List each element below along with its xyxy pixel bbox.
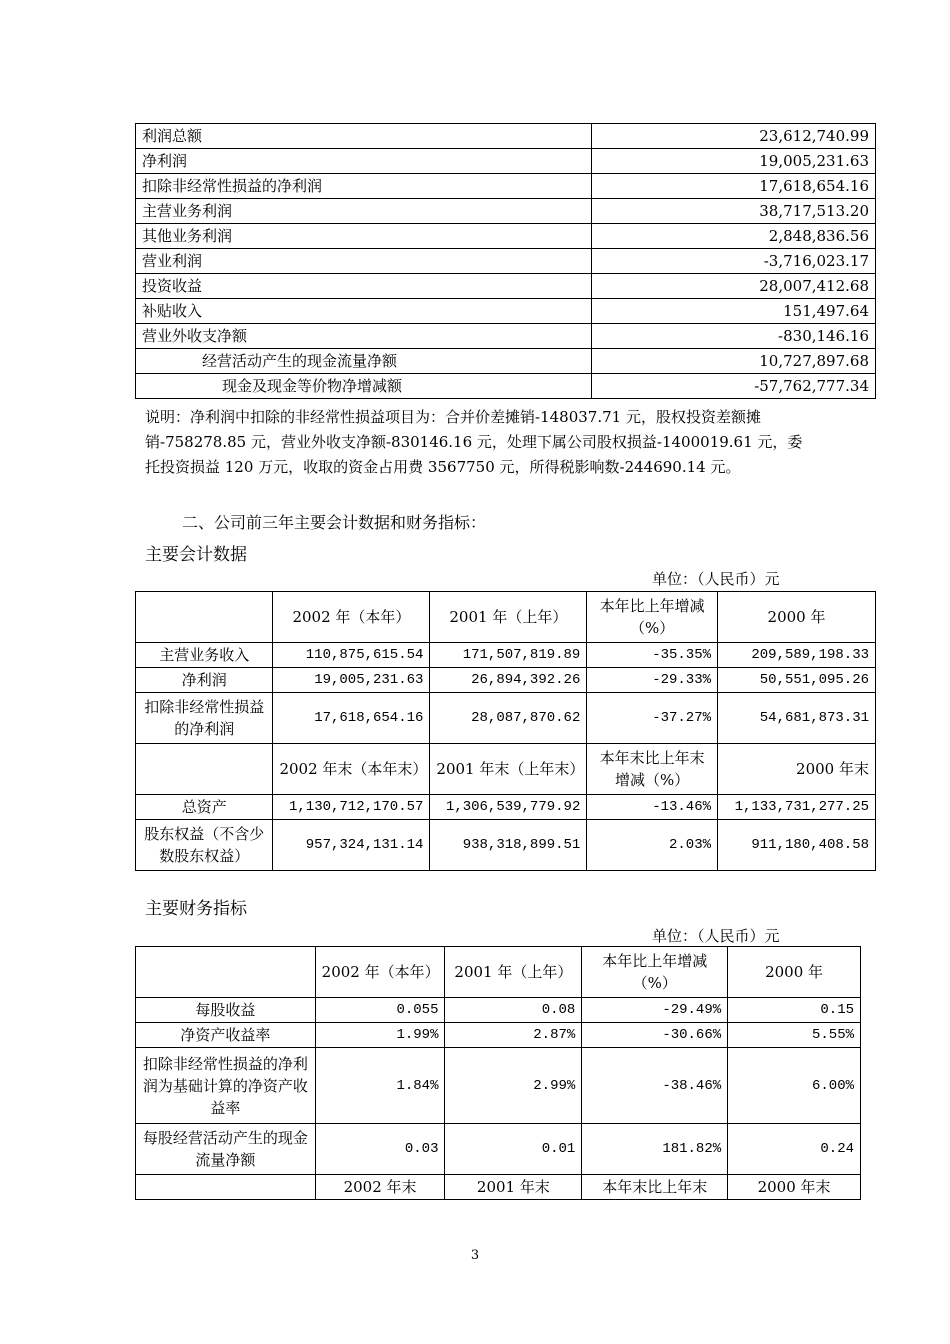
row-value: 17,618,654.16 [592,174,876,199]
table-row [136,374,876,399]
financial-title: 主要财务指标 [145,899,247,919]
cell: 181.82% [582,1124,728,1175]
cell: 1,133,731,277.25 [718,795,876,820]
table-row [136,174,876,199]
column-header: 2001 年（上年） [430,592,587,643]
row-label: 扣除非经常性损益的净利润 [136,693,273,744]
row-value: 151,497.64 [592,299,876,324]
column-header: 2002 年（本年） [315,947,445,998]
table-row [136,998,861,1023]
column-header: 本年末比上年末增减（%） [587,744,718,795]
accounting-title: 主要会计数据 [145,545,247,565]
row-value: -830,146.16 [592,324,876,349]
column-header: 2000 年末 [718,744,876,795]
row-label: 经营活动产生的现金流量净额 [136,349,592,374]
table-row [136,349,876,374]
row-label: 营业利润 [136,249,592,274]
table-row [136,274,876,299]
cell: 54,681,873.31 [718,693,876,744]
column-header: 2002 年末（本年末） [273,744,430,795]
empty-cell [136,592,273,643]
cell: 5.55% [728,1023,861,1048]
column-header: 本年末比上年末 [582,1175,728,1200]
row-value: -3,716,023.17 [592,249,876,274]
row-label: 扣除非经常性损益的净利润 [136,174,592,199]
row-label: 扣除非经常性损益的净利润为基础计算的净资产收益率 [136,1048,316,1124]
row-label: 净资产收益率 [136,1023,316,1048]
note-line: 托投资损益 120 万元，收取的资金占用费 3567750 元，所得税影响数-244690.14 元。 [145,458,741,476]
unit-label: 单位：（人民币）元 [652,927,780,945]
row-label: 投资收益 [136,274,592,299]
table-row [136,224,876,249]
column-header: 2000 年 [718,592,876,643]
table-row [136,643,876,668]
row-value: -57,762,777.34 [592,374,876,399]
column-header: 2001 年（上年） [445,947,582,998]
cell: -29.33% [587,668,718,693]
table-row [136,124,876,149]
table-row [136,693,876,744]
row-label: 净利润 [136,149,592,174]
table-row [136,299,876,324]
table-row [136,820,876,871]
column-header: 2000 年 [728,947,861,998]
header-row [136,744,876,795]
page-number: 3 [470,1248,480,1263]
column-header: 2001 年末 [445,1175,582,1200]
row-value: 38,717,513.20 [592,199,876,224]
cell: -29.49% [582,998,728,1023]
profit-table [135,123,876,399]
row-label: 其他业务利润 [136,224,592,249]
cell: 2.03% [587,820,718,871]
cell: -38.46% [582,1048,728,1124]
header-row [136,947,861,998]
table-row [136,324,876,349]
header-row [136,592,876,643]
cell: 26,894,392.26 [430,668,587,693]
row-label: 总资产 [136,795,273,820]
table-row [136,199,876,224]
note-paragraph [145,405,825,480]
cell: 911,180,408.58 [718,820,876,871]
unit-label: 单位：（人民币）元 [652,570,780,588]
cell: 209,589,198.33 [718,643,876,668]
cell: -13.46% [587,795,718,820]
header-row [136,1175,861,1200]
cell: 19,005,231.63 [273,668,430,693]
column-header: 2001 年末（上年末） [430,744,587,795]
row-label: 每股经营活动产生的现金流量净额 [136,1124,316,1175]
row-value: 10,727,897.68 [592,349,876,374]
cell: -30.66% [582,1023,728,1048]
cell: 938,318,899.51 [430,820,587,871]
row-value: 19,005,231.63 [592,149,876,174]
note-line: 说明：净利润中扣除的非经常性损益项目为：合并价差摊销-148037.71 元，股权投资差额摊 [145,408,761,426]
column-header: 2000 年末 [728,1175,861,1200]
table-row [136,149,876,174]
empty-cell [136,1175,316,1200]
cell: -37.27% [587,693,718,744]
accounting-table [135,591,876,871]
table-row [136,1023,861,1048]
cell: 0.03 [315,1124,445,1175]
cell: 0.055 [315,998,445,1023]
section-heading: 二、公司前三年主要会计数据和财务指标： [182,513,487,532]
row-label: 主营业务收入 [136,643,273,668]
table-row [136,1124,861,1175]
cell: 0.08 [445,998,582,1023]
row-label: 利润总额 [136,124,592,149]
row-label: 每股收益 [136,998,316,1023]
row-label: 净利润 [136,668,273,693]
cell: 1,306,539,779.92 [430,795,587,820]
cell: 110,875,615.54 [273,643,430,668]
column-header: 本年比上年增减（%） [587,592,718,643]
cell: 0.15 [728,998,861,1023]
note-line: 销-758278.85 元，营业外收支净额-830146.16 元，处理下属公司股权损益-1400019.61 元，委 [145,433,803,451]
cell: 957,324,131.14 [273,820,430,871]
cell: 171,507,819.89 [430,643,587,668]
cell: 1.99% [315,1023,445,1048]
cell: 0.24 [728,1124,861,1175]
table-row [136,1048,861,1124]
cell: 2.99% [445,1048,582,1124]
cell: 50,551,095.26 [718,668,876,693]
cell: 2.87% [445,1023,582,1048]
cell: 17,618,654.16 [273,693,430,744]
row-label: 现金及现金等价物净增减额 [136,374,592,399]
column-header: 本年比上年增减（%） [582,947,728,998]
empty-cell [136,744,273,795]
empty-cell [136,947,316,998]
row-label: 补贴收入 [136,299,592,324]
table-row [136,249,876,274]
cell: 6.00% [728,1048,861,1124]
cell: 1.84% [315,1048,445,1124]
table-row [136,795,876,820]
row-label: 股东权益（不含少数股东权益） [136,820,273,871]
row-label: 营业外收支净额 [136,324,592,349]
cell: 28,087,870.62 [430,693,587,744]
row-value: 2,848,836.56 [592,224,876,249]
row-value: 28,007,412.68 [592,274,876,299]
table-row [136,668,876,693]
column-header: 2002 年（本年） [273,592,430,643]
column-header: 2002 年末 [315,1175,445,1200]
row-label: 主营业务利润 [136,199,592,224]
cell: -35.35% [587,643,718,668]
cell: 1,130,712,170.57 [273,795,430,820]
financial-table [135,946,861,1200]
cell: 0.01 [445,1124,582,1175]
row-value: 23,612,740.99 [592,124,876,149]
